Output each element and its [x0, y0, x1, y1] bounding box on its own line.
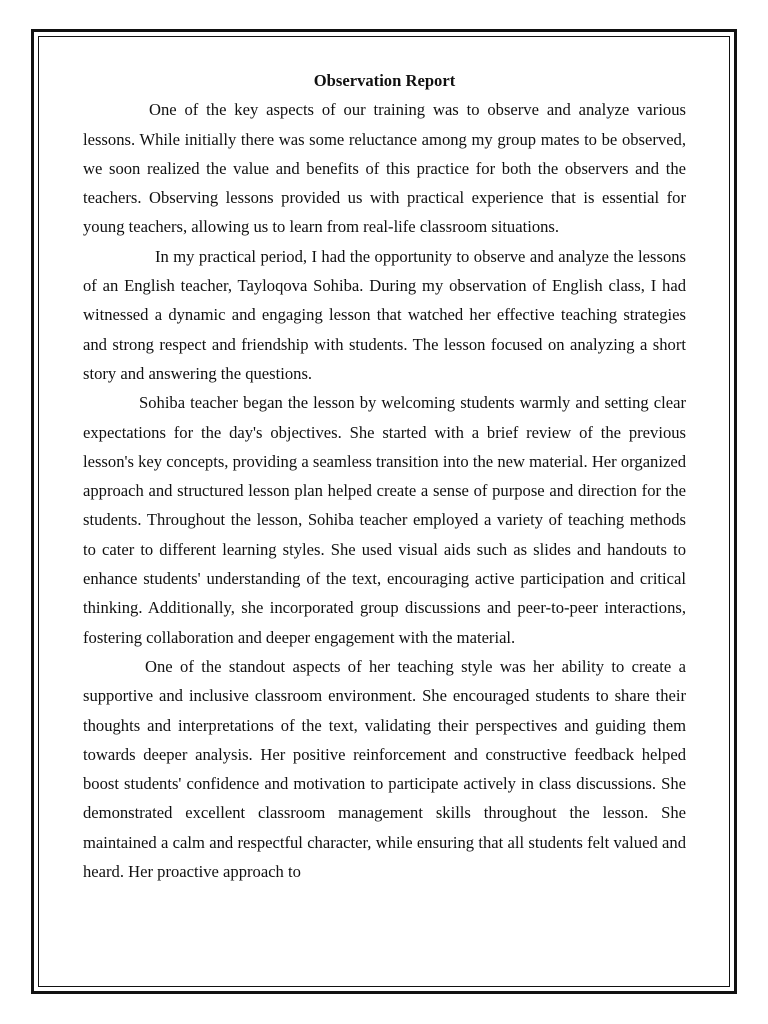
paragraph-3: Sohiba teacher began the lesson by welcoming students warmly and setting clear expectations for the day's objectives. She started with a brief review of the previous lesson's key concepts, providing a seamless transition into the new material. Her organized approach and structured lesson plan helped create a sense of purpose and direction for the students. Throughout the lesson, Sohiba teacher employed a variety of teaching methods to cater to different learning styles. She used visual aids such as slides and handouts to enhance students' understanding of the text, encouraging active participation and critical thinking. Additionally, she incorporated group discussions and peer-to-peer interactions, fostering collaboration and deeper engagement with the material. — [83, 393, 686, 647]
document-body — [83, 66, 686, 886]
paragraph-1: One of the key aspects of our training was to observe and analyze various lessons. While initially there was some reluctance among my group mates to be observed, we soon realized the value and benefits of this practice for both the observers and the teachers. Observing lessons provided us with practical experience that is essential for young teachers, allowing us to learn from real-life classroom situations. — [83, 100, 686, 237]
paragraph-4: One of the standout aspects of her teaching style was her ability to create a supportive and inclusive classroom environment. She encouraged students to share their thoughts and interpretations of the text, validating their perspectives and guiding them towards deeper analysis. Her positive reinforcement and constructive feedback helped boost students' confidence and motivation to participate actively in class discussions. She demonstrated excellent classroom management skills throughout the lesson. She maintained a calm and respectful character, while ensuring that all students felt valued and heard. Her proactive approach to — [83, 656, 686, 882]
paragraph-2: In my practical period, I had the opportunity to observe and analyze the lessons of an English teacher, Tayloqova Sohiba. During my observation of English class, I had witnessed a dynamic and engaging lesson that watched her effective teaching strategies and strong respect and friendship with students. The lesson focused on analyzing a short story and answering the questions. — [83, 246, 686, 383]
document-title: Observation Report — [313, 71, 456, 90]
